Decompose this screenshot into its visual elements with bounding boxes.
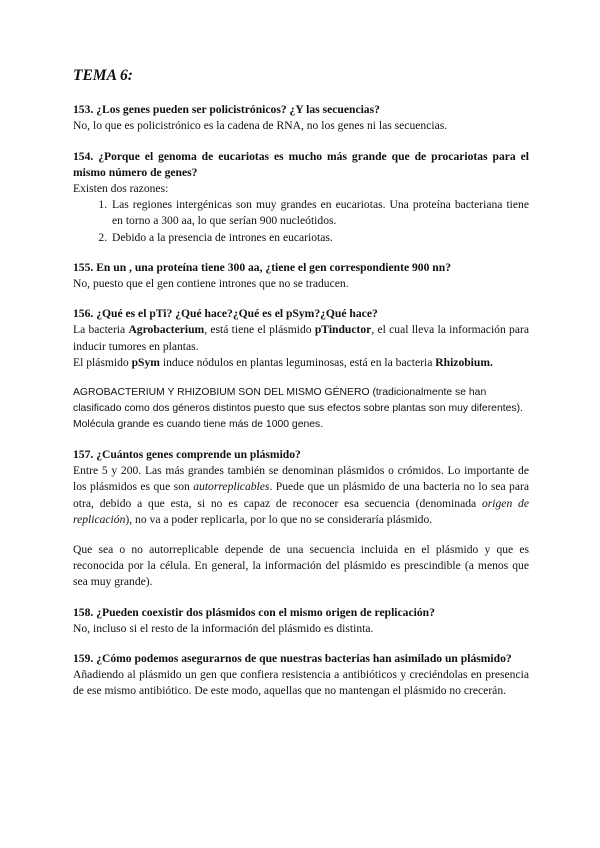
question-156	[73, 306, 529, 433]
answer-text	[73, 355, 529, 371]
answer-text: Añadiendo al plásmido un gen que confiera resistencia a antibióticos y creciéndolas en presencia de ese mismo antibiótico. De este modo, aquellas que no mantengan el plásmido no crecerán.	[73, 668, 529, 698]
bold-term: Agrobacterium	[128, 323, 205, 337]
text-span: La bacteria	[73, 323, 129, 337]
question-heading: 158. ¿Pueden coexistir dos plásmidos con el mismo origen de replicación?	[73, 605, 435, 619]
answer-text: No, lo que es policistrónico es la cadena de RNA, no los genes ni las secuencias.	[73, 119, 448, 133]
answer-text	[73, 322, 529, 354]
list-item: 1. Las regiones intergénicas son muy grandes en eucariotas. Una proteína bacteriana tiene en torno a 300 aa, lo que serían 900 nucleótidos.	[110, 197, 529, 229]
question-heading: 155. En un , una proteína tiene 300 aa, ¿tiene el gen correspondiente 900 nn?	[73, 260, 451, 274]
note-caps: AGROBACTERIUM Y RHIZOBIUM SON DEL MISMO GÉNERO	[73, 387, 370, 399]
answer-text: No, puesto que el gen contiene intrones que no se traducen.	[73, 277, 349, 291]
question-heading: 156. ¿Qué es el pTi? ¿Qué hace?¿Qué es el pSym?¿Qué hace?	[73, 307, 378, 321]
answer-text: No, incluso si el resto de la información del plásmido es distinta.	[73, 621, 374, 635]
bold-term: pTinductor	[314, 323, 372, 337]
reasons-list	[73, 197, 529, 246]
answer-text: Que sea o no autorreplicable depende de una secuencia incluida en el plásmido y que es reconocida por la célula. En general, la información del plásmido es prescindible (a menos que sea muy grande).	[73, 543, 529, 589]
bold-term: pSym	[131, 355, 160, 369]
text-span: El plásmido	[73, 355, 132, 369]
question-154	[73, 149, 529, 246]
question-heading: 159. ¿Cómo podemos asegurarnos de que nuestras bacterias han asimilado un plásmido?	[73, 652, 512, 666]
document-page	[73, 68, 529, 714]
question-heading: 157. ¿Cuántos genes comprende un plásmido?	[73, 448, 301, 462]
text-span: induce nódulos en plantas leguminosas, está en la bacteria	[159, 355, 436, 369]
question-157	[73, 447, 529, 591]
question-159	[73, 651, 529, 700]
question-158	[73, 605, 529, 637]
text-span: Entre 5 y 200. Las más grandes también se denominan plásmidos o crómidos. Lo importante de los plásmidos es que son	[73, 464, 529, 494]
answer-intro: Existen dos razones:	[73, 182, 169, 196]
question-153	[73, 102, 529, 134]
answer-text	[73, 463, 529, 528]
note-text	[73, 385, 529, 433]
italic-term: autorreplicables	[193, 480, 270, 494]
text-span: . Puede que un plásmido de una bacteria no lo sea para otra, debido a que esta, si no es capaz de reconocer esa secuencia (denominada	[73, 480, 530, 510]
text-span: , el cual lleva la información para inducir tumores en plantas.	[73, 323, 529, 353]
text-span: (tradicionalmente se han clasificado como dos géneros distintos puesto que sus efectos sobre plantas son muy diferentes). Molécula grande es cuando tiene más de 1000 genes.	[73, 387, 523, 431]
text-span: ), no va a poder replicarla, por lo que no se consideraría plásmido.	[125, 512, 433, 526]
list-item: 2. Debido a la presencia de intrones en eucariotas.	[110, 230, 529, 246]
page-title: TEMA 6:	[73, 67, 133, 84]
bold-term: Rhizobium.	[435, 355, 493, 369]
question-heading: 154. ¿Porque el genoma de eucariotas es mucho más grande que de procariotas para el mismo número de genes?	[73, 149, 529, 179]
question-155	[73, 260, 529, 292]
text-span: , está tiene el plásmido	[204, 323, 315, 337]
question-heading: 153. ¿Los genes pueden ser policistrónicos? ¿Y las secuencias?	[73, 103, 380, 117]
italic-term: origen de replicación	[73, 496, 529, 526]
